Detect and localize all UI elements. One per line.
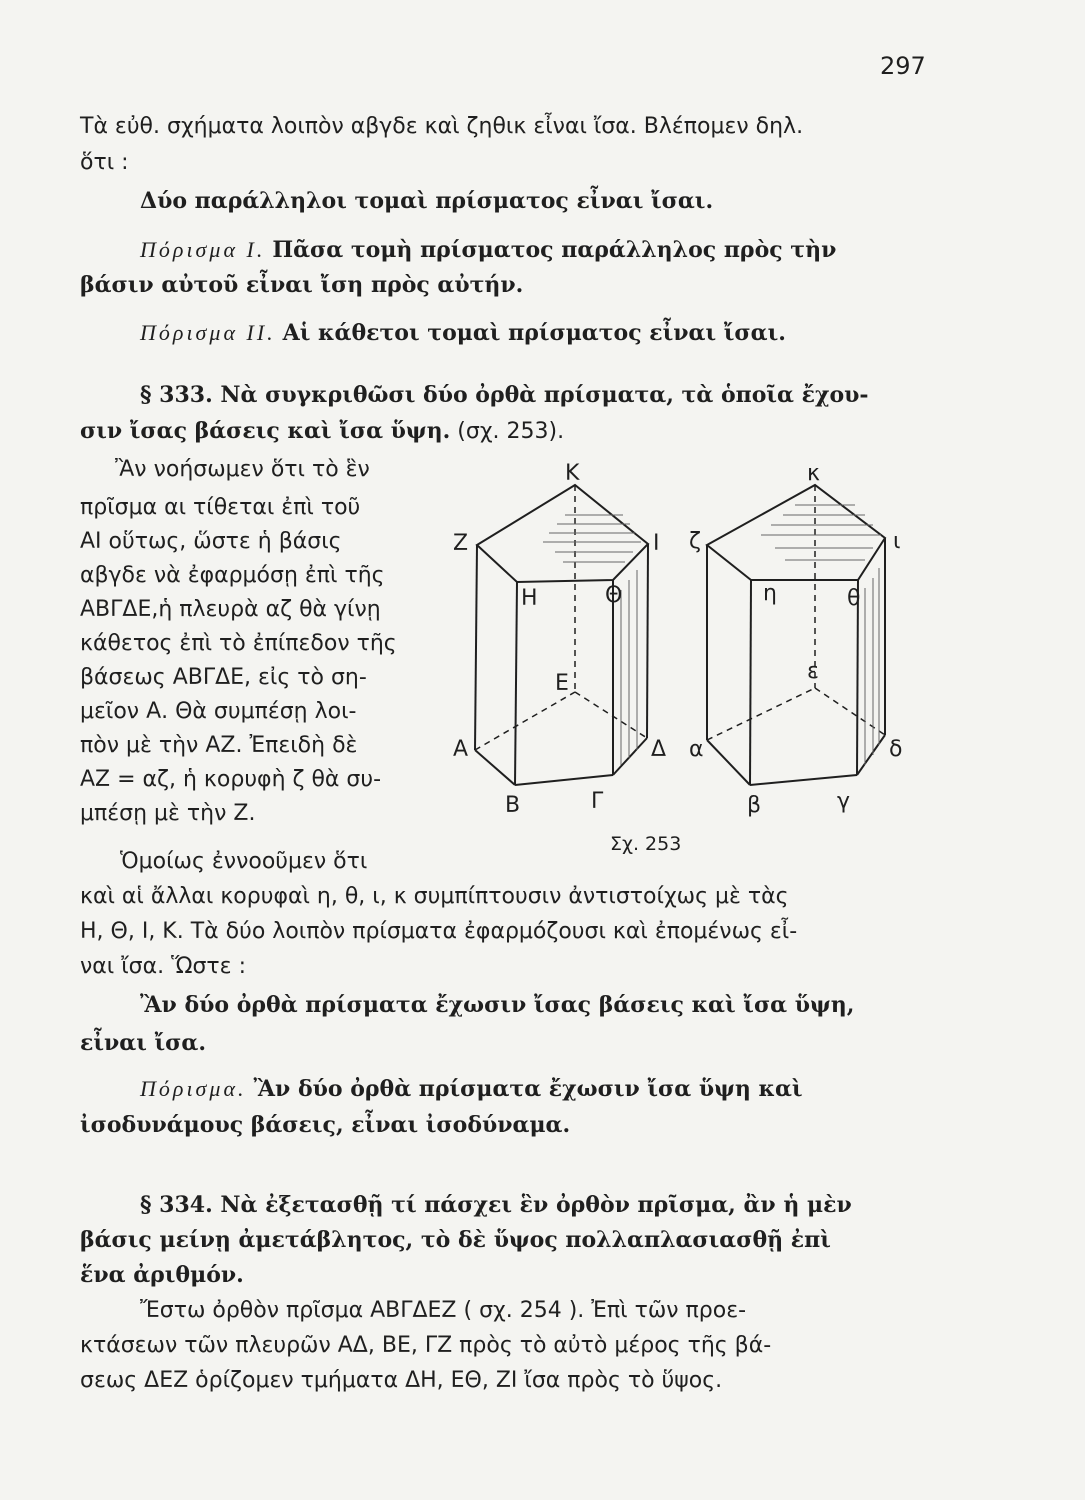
label-i: ι — [893, 529, 901, 554]
theorem-statement: Δύο παράλληλοι τομαὶ πρίσματος εἶναι ἴσαι. — [140, 188, 714, 214]
label-k: κ — [807, 461, 820, 486]
section-heading: § 333. Νὰ συγκριθῶσι δύο ὀρθὰ πρίσματα, τὰ ὁποῖα ἔχου- — [140, 382, 869, 408]
column-line: αβγδε νὰ ἐφαρμόσῃ ἐπὶ τῆς — [80, 563, 385, 588]
label-G: Γ — [591, 789, 604, 814]
section-heading: βάσις μείνῃ ἀμετάβλητος, τὸ δὲ ὕψος πολλαπλασιασθῇ ἐπὶ — [80, 1227, 831, 1253]
right-prism — [707, 485, 885, 785]
column-line: μεῖον Α. Θὰ συμπέσῃ λοι- — [80, 699, 357, 724]
theorem-statement: εἶναι ἴσα. — [80, 1030, 206, 1056]
column-line: πρῖσμα αι τίθεται ἐπὶ τοῦ — [80, 495, 361, 520]
column-line: κάθετος ἐπὶ τὸ ἐπίπεδον τῆς — [80, 631, 397, 656]
label-A: Α — [453, 737, 469, 762]
right-prism-shading — [761, 505, 881, 765]
figure-reference: (σχ. 253). — [457, 419, 565, 444]
corollary-label: Πόρισμα. — [140, 1076, 247, 1101]
section-heading: § 334. Νὰ ἐξετασθῇ τί πάσχει ἓν ὀρθὸν πρῖσμα, ἂν ἡ μὲν — [140, 1192, 852, 1218]
paragraph-line: Ἔστω ὀρθὸν πρῖσμα ΑΒΓΔΕΖ ( σχ. 254 ). Ἐπὶ τῶν προε- — [140, 1298, 747, 1323]
corollary-text: Αἱ κάθετοι τομαὶ πρίσματος εἶναι ἴσαι. — [282, 320, 786, 346]
paragraph-line: καὶ αἱ ἄλλαι κορυφαὶ η, θ, ι, κ συμπίπτουσιν ἀντιστοίχως μὲ τὰς — [80, 884, 789, 909]
section-heading-text: σιν ἴσας βάσεις καὶ ἴσα ὕψη. — [80, 418, 451, 444]
label-Th: Θ — [605, 583, 623, 608]
label-D: Δ — [651, 737, 667, 762]
label-I: Ι — [653, 531, 660, 556]
figure-253 — [445, 460, 925, 865]
corollary-1-line — [140, 235, 1002, 266]
paragraph-line: Η, Θ, Ι, Κ. Τὰ δύο λοιπὸν πρίσματα ἐφαρμόζουσι καὶ ἐπομένως εἶ- — [80, 919, 798, 944]
label-H: Η — [521, 586, 538, 611]
theorem-statement: Ἂν δύο ὀρθὰ πρίσματα ἔχωσιν ἴσας βάσεις καὶ ἴσα ὕψη, — [140, 992, 855, 1018]
section-heading-line — [80, 416, 942, 447]
label-g: γ — [837, 789, 851, 814]
label-B: Β — [505, 793, 521, 818]
page-number: 297 — [880, 52, 926, 80]
corollary-2-line — [140, 318, 1002, 349]
column-line: μπέσῃ μὲ τὴν Ζ. — [80, 801, 256, 826]
label-z: ζ — [689, 529, 701, 554]
paragraph-line: ναι ἴσα. Ὥστε : — [80, 954, 246, 979]
figure-caption: Σχ. 253 — [610, 833, 682, 855]
label-b: β — [747, 793, 762, 818]
paragraph-line: κτάσεων τῶν πλευρῶν ΑΔ, ΒΕ, ΓΖ πρὸς τὸ αὐτὸ μέρος τῆς βά- — [80, 1333, 772, 1358]
corollary-label: Πόρισμα ΙΙ. — [140, 320, 276, 345]
label-e: ε — [807, 659, 819, 684]
column-line: ΑΒΓΔΕ,ἡ πλευρὰ αζ θὰ γίνῃ — [80, 597, 381, 622]
corollary-3-line — [140, 1074, 1002, 1105]
label-h: η — [763, 581, 777, 606]
corollary-text: Πᾶσα τομὴ πρίσματος παράλληλος πρὸς τὴν — [272, 237, 837, 263]
label-E: Ε — [555, 671, 569, 696]
label-a: α — [689, 737, 704, 762]
column-line: ΑΖ = αζ, ἡ κορυφὴ ζ θὰ συ- — [80, 767, 382, 792]
column-line: βάσεως ΑΒΓΔΕ, εἰς τὸ ση- — [80, 665, 367, 690]
left-prism-shading — [543, 515, 641, 765]
corollary-text: βάσιν αὐτοῦ εἶναι ἴση πρὸς αὐτήν. — [80, 272, 524, 298]
section-heading: ἕνα ἀριθμόν. — [80, 1262, 244, 1288]
column-line: Ἂν νοήσωμεν ὅτι τὸ ἓν — [115, 457, 370, 482]
paragraph-line: ὅτι : — [80, 150, 129, 175]
label-Z: Ζ — [453, 531, 469, 556]
label-th: θ — [847, 586, 861, 611]
label-K: Κ — [565, 461, 580, 486]
column-line: πὸν μὲ τὴν ΑΖ. Ἐπειδὴ δὲ — [80, 733, 358, 758]
left-prism — [475, 485, 648, 785]
label-d: δ — [889, 737, 903, 762]
paragraph-line: Ὁμοίως ἐννοοῦμεν ὅτι — [120, 849, 368, 874]
corollary-label: Πόρισμα Ι. — [140, 237, 266, 262]
column-line: ΑΙ οὕτως, ὥστε ἡ βάσις — [80, 529, 342, 554]
corollary-text: Ἂν δύο ὀρθὰ πρίσματα ἔχωσιν ἴσα ὕψη καὶ — [253, 1076, 803, 1102]
paragraph-line: σεως ΔΕΖ ὁρίζομεν τμήματα ΔΗ, ΕΘ, ΖΙ ἴσα πρὸς τὸ ὕψος. — [80, 1368, 723, 1393]
paragraph-line: Τὰ εὐθ. σχήματα λοιπὸν αβγδε καὶ ζηθικ εἶναι ἴσα. Βλέπομεν δηλ. — [80, 114, 804, 139]
corollary-text: ἰσοδυνάμους βάσεις, εἶναι ἰσοδύναμα. — [80, 1112, 571, 1138]
